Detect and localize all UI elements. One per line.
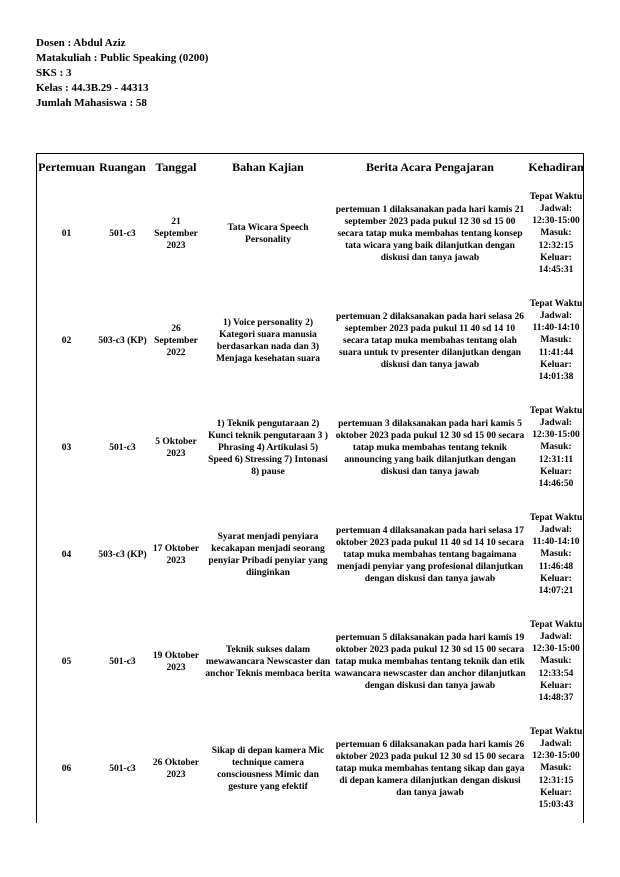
lecture-log-table: [36, 153, 584, 822]
cell-berita-acara: pertemuan 6 dilaksanakan pada hari kamis 26 oktober 2023 pada pukul 12 30 sd 15 00 secara tatap muka membahas tentang sikap dan gaya di depan kamera dilanjutkan dengan diskusi dan tanya jawab: [335, 739, 525, 798]
cell-bahan-kajian: Sikap di depan kamera Mic technique camera consciousness Mimic dan gesture yang efektif: [211, 745, 325, 792]
cell-kehadiran: Tepat Waktu Jadwal: 12:30-15:00 Masuk: 12:33:54 Keluar: 14:48:37: [529, 619, 583, 703]
cell-bahan-kajian: 1) Teknik pengutaraan 2) Kunci teknik pengutaraan 3 ) Phrasing 4) Artikulasi 5) Speed 6) Stressing 7) Intonasi 8) pause: [208, 418, 328, 477]
header-berita-acara: Berita Acara Pengajaran: [332, 154, 528, 181]
cell-bahan-kajian: Syarat menjadi penyiara kecakapan menjadi seorang penyiar Pribadi penyiar yang diinginkan: [208, 531, 328, 578]
table-row: [36, 501, 584, 608]
cell-pertemuan: 03: [61, 442, 72, 453]
cell-bahan-kajian: Teknik sukses dalam mewawancara Newscaster dan anchor Teknis membaca berita: [205, 644, 331, 679]
cell-ruangan: 501-c3: [109, 656, 136, 667]
cell-kehadiran: Tepat Waktu Jadwal: 11:40-14:10 Masuk: 11:46:48 Keluar: 14:07:21: [529, 512, 583, 596]
cell-bahan-kajian: Tata Wicara Speech Personality: [227, 222, 309, 245]
credits: SKS : 3: [36, 67, 72, 79]
cell-pertemuan: 01: [61, 228, 72, 239]
cell-pertemuan: 05: [61, 656, 72, 667]
cell-tanggal: 26 September 2022: [154, 323, 198, 358]
header-tanggal: Tanggal: [148, 154, 204, 181]
header-pertemuan: Pertemuan: [36, 154, 97, 181]
cell-berita-acara: pertemuan 3 dilaksanakan pada hari kamis 5 oktober 2023 pada pukul 12 30 sd 15 00 secara tatap muka membahas tentang teknik announcing yang baik dilanjutkan dengan diskusi dan tanya jawab: [335, 418, 525, 477]
cell-kehadiran: Tepat Waktu Jadwal: 11:40-14:10 Masuk: 11:41:44 Keluar: 14:01:38: [529, 298, 583, 382]
cell-berita-acara: pertemuan 1 dilaksanakan pada hari kamis 21 september 2023 pada pukul 12 30 sd 15 00 secara tatap muka membahas tentang konsep tata wicara yang baik dilanjutkan dengan diskusi dan tanya jawab: [335, 204, 525, 263]
cell-tanggal: 26 Oktober 2023: [152, 757, 200, 780]
cell-kehadiran: Tepat Waktu Jadwal: 12:30-15:00 Masuk: 12:31:11 Keluar: 14:46:50: [529, 405, 583, 489]
cell-ruangan: 501-c3: [109, 763, 136, 774]
table-row: [36, 394, 584, 501]
cell-tanggal: 19 Oktober 2023: [152, 650, 200, 673]
cell-berita-acara: pertemuan 5 dilaksanakan pada hari kamis 19 oktober 2023 pada pukul 12 30 sd 15 00 secara tatap muka membahas tentang teknik dan etik wawancara newscaster dan anchor dilanjutkan dengan diskusi dan tanya jawab: [334, 632, 526, 691]
table-row: [36, 608, 584, 715]
cell-kehadiran: Tepat Waktu Jadwal: 12:30-15:00 Masuk: 12:31:15 Keluar: 15:03:43: [529, 726, 583, 810]
cell-ruangan: 501-c3: [109, 228, 136, 239]
cell-pertemuan: 04: [61, 549, 72, 560]
cell-bahan-kajian: 1) Voice personality 2) Kategori suara manusia berdasarkan nada dan 3) Menjaga kesehatan suara: [216, 317, 320, 364]
class-code: Kelas : 44.3B.29 - 44313: [36, 82, 149, 94]
cell-ruangan: 503-c3 (KP): [98, 549, 147, 560]
cell-tanggal: 5 Oktober 2023: [155, 436, 197, 459]
table-row: [36, 715, 584, 822]
cell-pertemuan: 06: [61, 763, 72, 774]
cell-ruangan: 503-c3 (KP): [98, 335, 147, 346]
course-info: [36, 36, 208, 111]
cell-tanggal: 21 September 2023: [154, 216, 198, 251]
table-header-row: [36, 154, 584, 181]
header-ruangan: Ruangan: [97, 154, 148, 181]
course-name: Matakuliah : Public Speaking (0200): [36, 52, 209, 64]
table-row: [36, 287, 584, 394]
cell-pertemuan: 02: [61, 335, 72, 346]
cell-ruangan: 501-c3: [109, 442, 136, 453]
cell-kehadiran: Tepat Waktu Jadwal: 12:30-15:00 Masuk: 12:32:15 Keluar: 14:45:31: [529, 191, 583, 275]
table-row: [36, 180, 584, 287]
header-kehadiran: Kehadiran: [528, 154, 584, 181]
cell-tanggal: 17 Oktober 2023: [152, 543, 200, 566]
lecturer-name: Dosen : Abdul Aziz: [36, 37, 126, 49]
student-count: Jumlah Mahasiswa : 58: [36, 97, 147, 109]
cell-berita-acara: pertemuan 2 dilaksanakan pada hari selasa 26 september 2023 pada pukul 11 40 sd 14 10 secara tatap muka membahas tentang olah suara untuk tv presenter dilanjutkan dengan diskusi dan tanya jawab: [336, 311, 524, 370]
cell-berita-acara: pertemuan 4 dilaksanakan pada hari selasa 17 oktober 2023 pada pukul 11 40 sd 14 10 secara tatap muka membahas tentang bagaimana menjadi penyiar yang profesional dilanjutkan dengan diskusi dan tanya jawab: [335, 525, 524, 584]
header-bahan-kajian: Bahan Kajian: [204, 154, 332, 181]
